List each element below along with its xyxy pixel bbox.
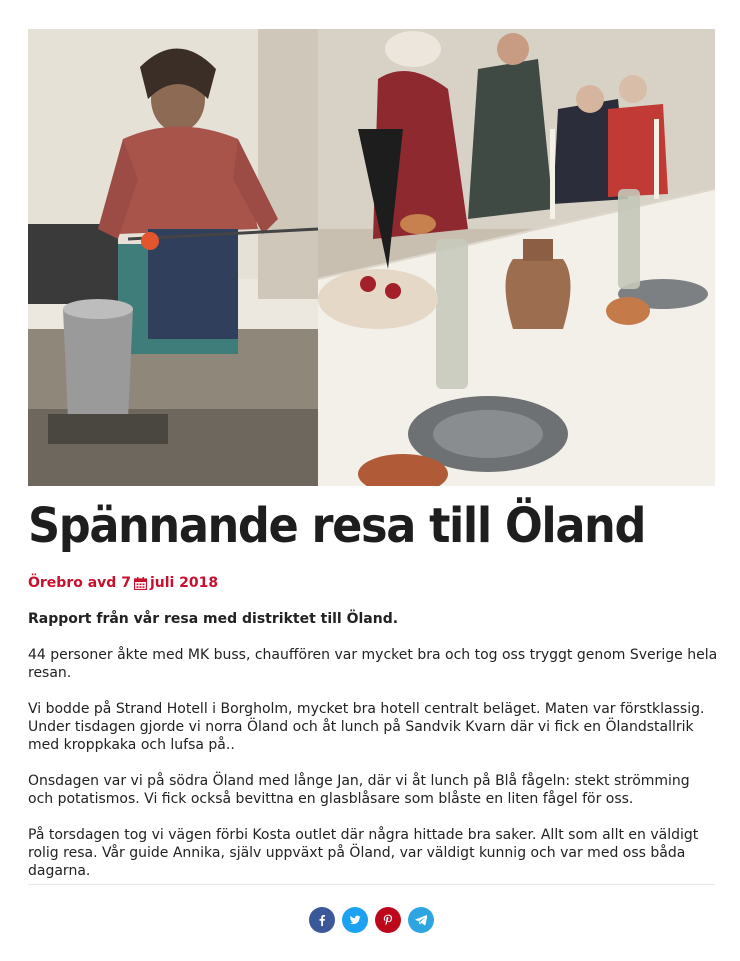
date-label: juli 2018 [149,575,219,591]
calendar-icon [134,577,147,590]
location-label: Örebro avd 7 [28,575,131,591]
share-buttons [309,907,434,933]
pinterest-icon [382,914,394,926]
glassblower-photo [28,29,318,486]
facebook-icon [316,914,328,926]
article-paragraph: 44 personer åkte med MK buss, chauffören var mycket bra och tog oss tryggt genom Sverige hela resan. [28,647,718,681]
banquet-table-photo [318,29,715,486]
divider [28,884,715,885]
article-title: Spännande resa till Öland [28,498,646,554]
pinterest-share-button[interactable] [375,907,401,933]
hero-image [28,29,715,486]
article-lead: Rapport från vår resa med distriktet till Öland. [28,611,399,627]
facebook-share-button[interactable] [309,907,335,933]
telegram-share-button[interactable] [408,907,434,933]
article-paragraph: På torsdagen tog vi vägen förbi Kosta outlet där några hittade bra saker. Allt som allt en väldigt rolig resa. Vår guide Annika, själv uppväxt på Öland, var väldigt kunnig och var med oss båda dagarna. [28,827,699,879]
article-body [28,610,718,898]
telegram-icon [415,914,427,926]
article-paragraph: Onsdagen var vi på södra Öland med långe Jan, där vi åt lunch på Blå fågeln: stekt strömming och potatismos. Vi fick också bevittna en glasblåsare som blåste en liten fågel för oss. [28,773,690,807]
article-meta [28,575,218,591]
twitter-share-button[interactable] [342,907,368,933]
twitter-icon [349,914,361,926]
article-paragraph: Vi bodde på Strand Hotell i Borgholm, mycket bra hotell centralt beläget. Maten var förstklassig. Under tisdagen gjorde vi norra Öland och åt lunch på Sandvik Kvarn där vi fick en Ölandstallrik med kroppkaka och lufsa på.. [28,701,705,753]
